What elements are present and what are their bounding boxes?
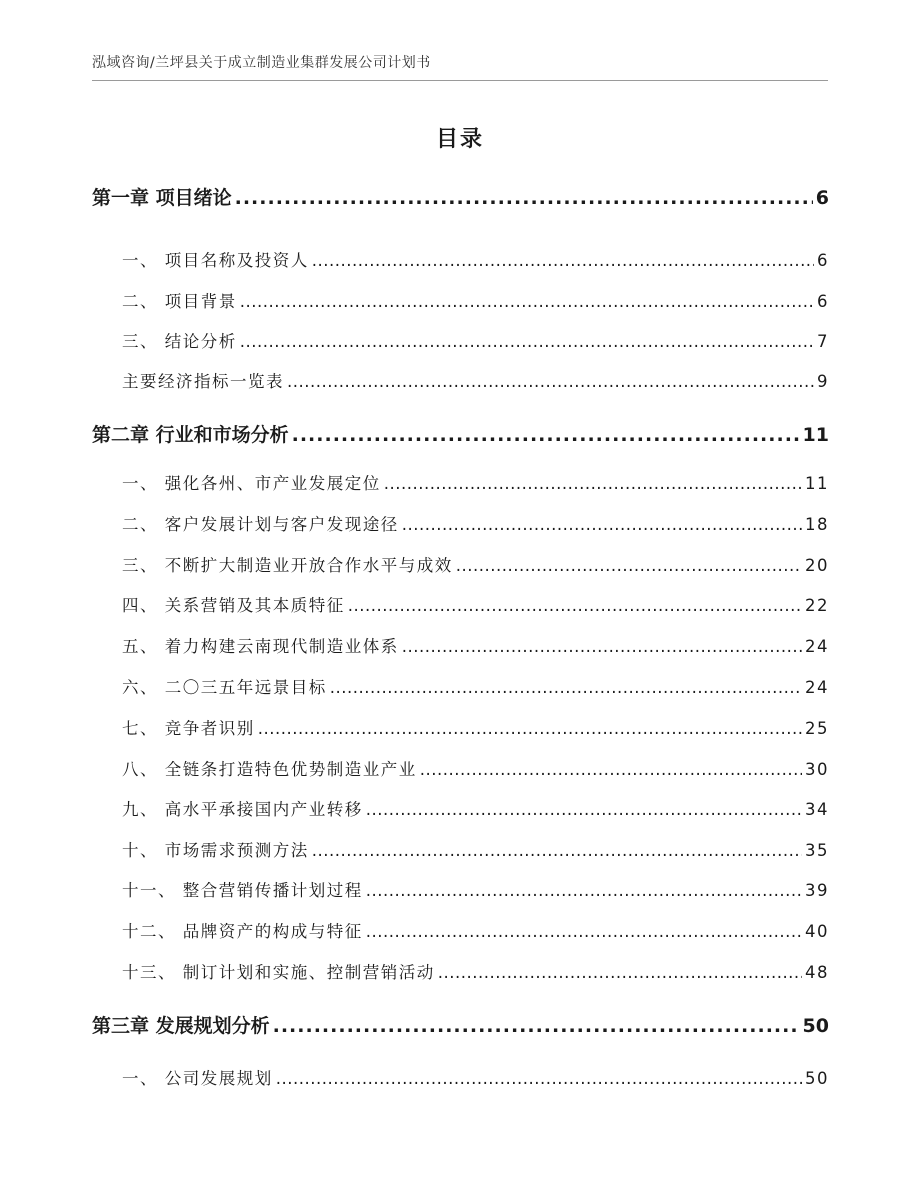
toc-page-number: 24 xyxy=(805,637,829,656)
toc-section-entry[interactable] xyxy=(92,796,829,820)
toc-section-entry[interactable] xyxy=(92,756,829,780)
toc-entry-label: 十三、 制订计划和实施、控制营销活动 xyxy=(122,963,435,982)
toc-entry-label: 三、 不断扩大制造业开放合作水平与成效 xyxy=(122,556,453,575)
dot-leader xyxy=(366,922,802,941)
toc-page-number: 6 xyxy=(815,187,829,209)
toc-entry-label: 第一章 项目绪论 xyxy=(92,187,232,209)
dot-leader xyxy=(348,596,802,615)
toc-section-entry[interactable] xyxy=(92,368,829,392)
toc-entry-label: 二、 项目背景 xyxy=(122,292,237,311)
toc-entry-label: 四、 关系营销及其本质特征 xyxy=(122,596,345,615)
dot-leader xyxy=(420,760,802,779)
dot-leader xyxy=(402,515,802,534)
running-header: 泓域咨询/兰坪县关于成立制造业集群发展公司计划书 xyxy=(92,52,828,81)
toc-entry-label: 七、 竞争者识别 xyxy=(122,719,255,738)
toc-page-number: 11 xyxy=(802,424,829,446)
toc-page-number: 9 xyxy=(817,372,829,391)
dot-leader xyxy=(292,424,800,446)
toc-section-entry[interactable] xyxy=(92,511,829,535)
toc-section-entry[interactable] xyxy=(92,1065,829,1089)
dot-leader xyxy=(273,1015,800,1037)
toc-chapter-entry[interactable] xyxy=(92,183,829,210)
toc-page-number: 7 xyxy=(817,332,829,351)
toc-page-number: 20 xyxy=(805,556,829,575)
dot-leader xyxy=(402,637,802,656)
dot-leader xyxy=(235,187,813,209)
toc-page-number: 40 xyxy=(805,922,829,941)
dot-leader xyxy=(312,841,802,860)
toc-page-number: 6 xyxy=(817,292,829,311)
toc-page-number: 39 xyxy=(805,881,829,900)
dot-leader xyxy=(438,963,802,982)
dot-leader xyxy=(366,881,802,900)
toc-page-number: 11 xyxy=(805,474,829,493)
toc-section-entry[interactable] xyxy=(92,470,829,494)
toc-section-entry[interactable] xyxy=(92,552,829,576)
toc-entry-label: 第二章 行业和市场分析 xyxy=(92,424,289,446)
toc-page-number: 24 xyxy=(805,678,829,697)
dot-leader xyxy=(240,292,814,311)
dot-leader xyxy=(312,251,814,270)
toc-entry-label: 第三章 发展规划分析 xyxy=(92,1015,270,1037)
toc-page-number: 18 xyxy=(805,515,829,534)
toc-page-number: 48 xyxy=(805,963,829,982)
toc-page-number: 22 xyxy=(805,596,829,615)
dot-leader xyxy=(276,1069,802,1088)
toc-section-entry[interactable] xyxy=(92,715,829,739)
toc-section-entry[interactable] xyxy=(92,288,829,312)
toc-entry-label: 一、 项目名称及投资人 xyxy=(122,251,309,270)
toc-entry-label: 二、 客户发展计划与客户发现途径 xyxy=(122,515,399,534)
toc-section-entry[interactable] xyxy=(92,592,829,616)
toc-chapter-entry[interactable] xyxy=(92,1011,829,1038)
toc-entry-label: 主要经济指标一览表 xyxy=(122,372,284,391)
dot-leader xyxy=(384,474,802,493)
toc-entry-label: 九、 高水平承接国内产业转移 xyxy=(122,800,363,819)
toc-entry-label: 五、 着力构建云南现代制造业体系 xyxy=(122,637,399,656)
toc-page-number: 30 xyxy=(805,760,829,779)
toc-entry-label: 六、 二〇三五年远景目标 xyxy=(122,678,327,697)
toc-section-entry[interactable] xyxy=(92,959,829,983)
dot-leader xyxy=(258,719,802,738)
dot-leader xyxy=(240,332,814,351)
dot-leader xyxy=(366,800,802,819)
toc-page-number: 6 xyxy=(817,251,829,270)
toc-entry-label: 十一、 整合营销传播计划过程 xyxy=(122,881,363,900)
toc-entry-label: 十、 市场需求预测方法 xyxy=(122,841,309,860)
toc-title: 目录 xyxy=(435,127,484,152)
toc-page-number: 50 xyxy=(802,1015,829,1037)
toc-section-entry[interactable] xyxy=(92,918,829,942)
toc-page-number: 34 xyxy=(805,800,829,819)
toc-chapter-entry[interactable] xyxy=(92,420,829,447)
toc-section-entry[interactable] xyxy=(92,247,829,271)
dot-leader xyxy=(287,372,814,391)
toc-page-number: 35 xyxy=(805,841,829,860)
toc-entry-label: 一、 公司发展规划 xyxy=(122,1069,273,1088)
toc-page-number: 25 xyxy=(805,719,829,738)
toc-entry-label: 三、 结论分析 xyxy=(122,332,237,351)
toc-section-entry[interactable] xyxy=(92,877,829,901)
toc-section-entry[interactable] xyxy=(92,837,829,861)
toc-entry-label: 八、 全链条打造特色优势制造业产业 xyxy=(122,760,417,779)
toc-entry-label: 十二、 品牌资产的构成与特征 xyxy=(122,922,363,941)
dot-leader xyxy=(456,556,802,575)
toc-page-number: 50 xyxy=(805,1069,829,1088)
toc-section-entry[interactable] xyxy=(92,633,829,657)
dot-leader xyxy=(330,678,802,697)
toc-entry-label: 一、 强化各州、市产业发展定位 xyxy=(122,474,381,493)
toc-section-entry[interactable] xyxy=(92,328,829,352)
toc-section-entry[interactable] xyxy=(92,674,829,698)
